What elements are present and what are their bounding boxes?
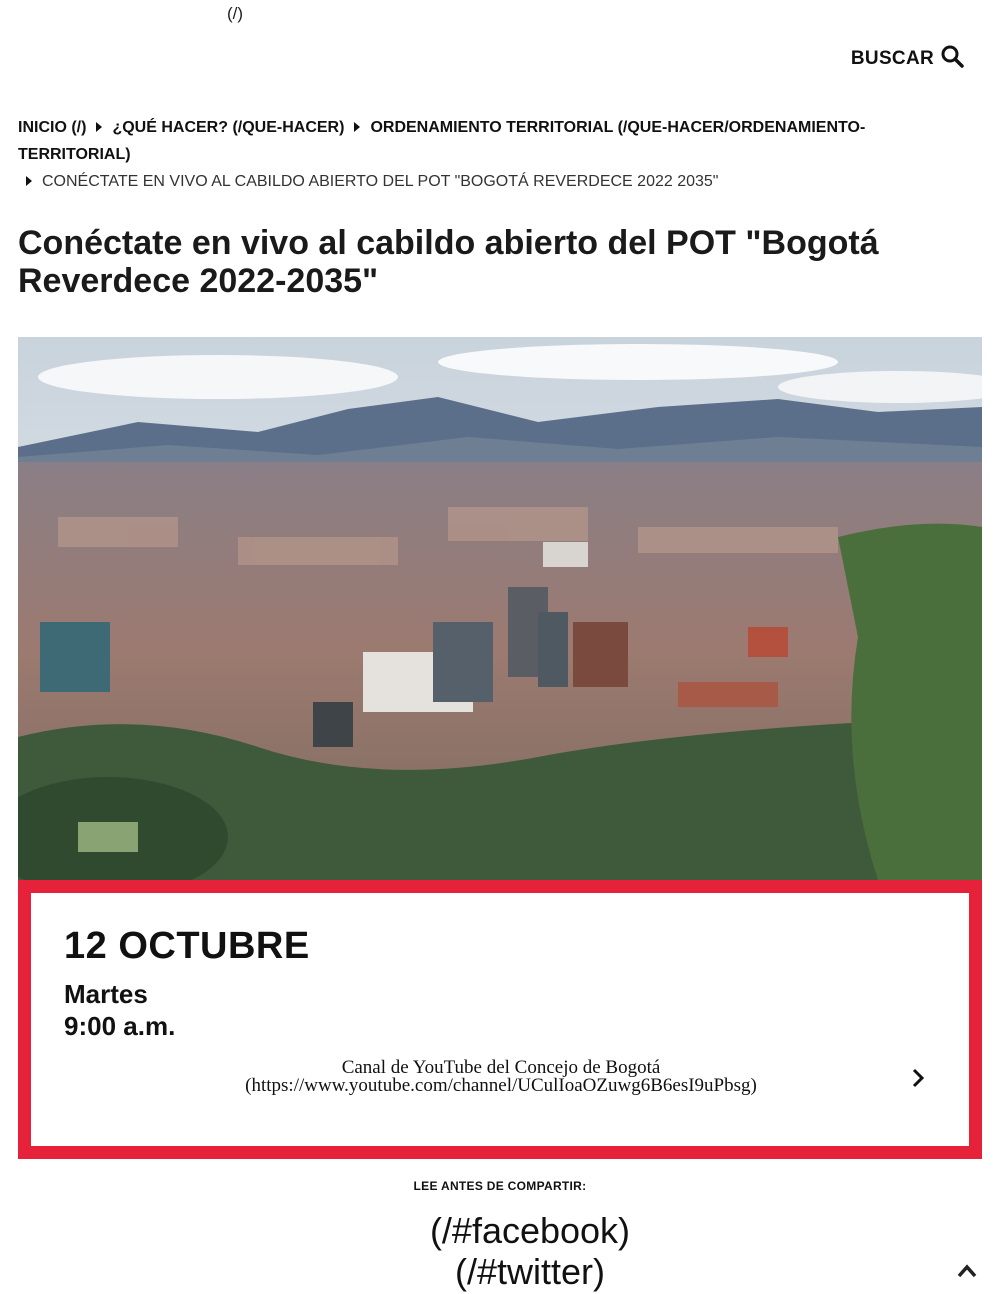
caret-right-icon <box>354 122 360 132</box>
caret-right-icon <box>96 122 102 132</box>
breadcrumb-item-inicio[interactable]: INICIO (/) <box>18 119 87 136</box>
chevron-up-icon[interactable] <box>956 1262 978 1280</box>
event-day: Martes <box>64 979 148 1009</box>
breadcrumb <box>18 114 968 195</box>
search-button[interactable] <box>851 44 964 74</box>
page-title: Conéctate en vivo al cabildo abierto del POT "Bogotá Reverdece 2022-2035" <box>18 224 879 300</box>
twitter-share-link[interactable]: (/#twitter) <box>454 1251 605 1292</box>
home-link[interactable]: (/) <box>227 4 244 23</box>
chevron-right-icon[interactable] <box>907 1067 929 1089</box>
event-date: 12 OCTUBRE <box>64 925 310 967</box>
breadcrumb-item-que-hacer[interactable]: ¿QUÉ HACER? (/QUE-HACER) <box>112 119 345 136</box>
hero-city-image <box>18 337 982 880</box>
event-card <box>18 880 982 1159</box>
youtube-channel-link[interactable] <box>181 1059 821 1095</box>
search-icon <box>940 44 964 74</box>
event-time: 9:00 a.m. <box>64 1011 176 1041</box>
youtube-link-title: Canal de YouTube del Concejo de Bogotá <box>341 1057 661 1078</box>
share-label: LEE ANTES DE COMPARTIR: <box>413 1179 587 1193</box>
caret-right-icon <box>26 176 32 186</box>
facebook-share-link[interactable]: (/#facebook) <box>429 1210 631 1251</box>
search-label: BUSCAR <box>850 48 934 69</box>
breadcrumb-current: CONÉCTATE EN VIVO AL CABILDO ABIERTO DEL POT "BOGOTÁ REVERDECE 2022 2035" <box>42 173 719 190</box>
youtube-link-url: (https://www.youtube.com/channel/UCulIoaOZuwg6B6esI9uPbsg) <box>245 1075 757 1096</box>
breadcrumb-item-ordenamiento[interactable]: ORDENAMIENTO TERRITORIAL (/QUE-HACER/ORDENAMIENTO-TERRITORIAL) <box>18 119 866 163</box>
